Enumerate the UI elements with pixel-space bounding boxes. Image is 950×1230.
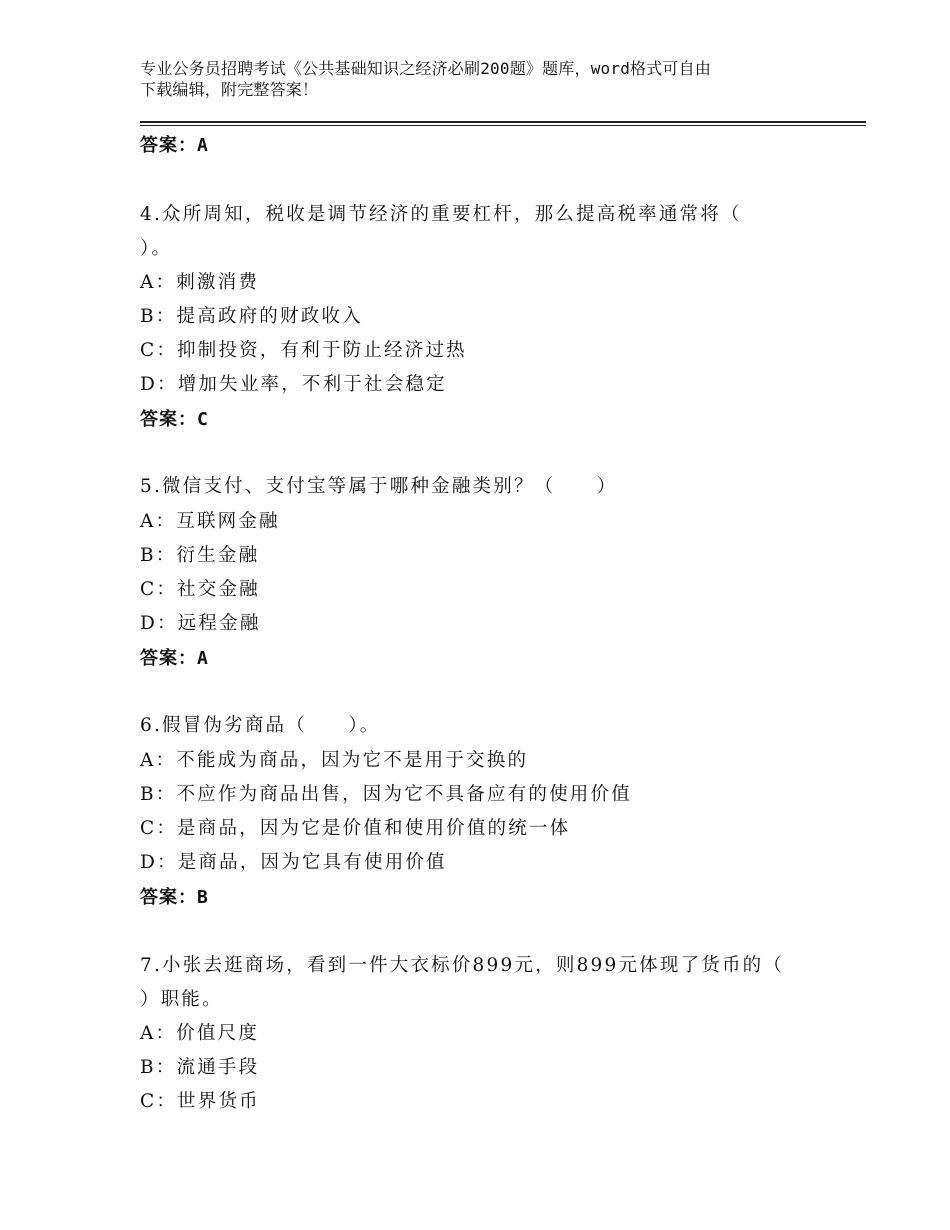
question-4-stem-cont: ）。 xyxy=(140,238,173,259)
document-header: 专业公务员招聘考试《公共基础知识之经济必刷200题》题库，word格式可自由 下载编辑，附完整答案！ xyxy=(140,59,712,99)
question-4-option-d: D：增加失业率，不利于社会稳定 xyxy=(140,374,447,395)
question-6-option-d: D：是商品，因为它具有使用价值 xyxy=(140,852,447,873)
question-6-option-c: C：是商品，因为它是价值和使用价值的统一体 xyxy=(140,818,571,839)
question-7-option-a: A：价值尺度 xyxy=(140,1023,260,1044)
question-6-answer: 答案：B xyxy=(140,887,209,908)
header-rule-thick xyxy=(140,121,866,123)
question-5-option-b: B：衍生金融 xyxy=(140,545,260,566)
question-5-stem: 5.微信支付、支付宝等属于哪种金融类别？（ ） xyxy=(140,476,618,497)
question-4-answer: 答案：C xyxy=(140,409,209,430)
question-4-option-b: B：提高政府的财政收入 xyxy=(140,306,363,327)
question-5-answer: 答案：A xyxy=(140,648,209,669)
question-7-option-b: B：流通手段 xyxy=(140,1057,260,1078)
question-4-option-c: C：抑制投资，有利于防止经济过热 xyxy=(140,340,467,361)
question-4-option-a: A：刺激消费 xyxy=(140,272,260,293)
question-4-stem: 4.众所周知，税收是调节经济的重要杠杆，那么提高税率通常将（ xyxy=(140,204,742,225)
question-7-option-c: C：世界货币 xyxy=(140,1091,260,1112)
question-6-option-b: B：不应作为商品出售，因为它不具备应有的使用价值 xyxy=(140,784,632,805)
question-7-stem: 7.小张去逛商场，看到一件大衣标价899元，则899元体现了货币的（ xyxy=(140,955,785,976)
question-7-stem-cont: ）职能。 xyxy=(140,989,223,1010)
question-6-option-a: A：不能成为商品，因为它不是用于交换的 xyxy=(140,750,529,771)
question-5-option-d: D：远程金融 xyxy=(140,613,261,634)
answer-prev: 答案：A xyxy=(140,135,209,156)
question-5-option-a: A：互联网金融 xyxy=(140,511,280,532)
question-6-stem: 6.假冒伪劣商品（ ）。 xyxy=(140,715,381,736)
question-5-option-c: C：社交金融 xyxy=(140,579,260,600)
header-rule-thin xyxy=(140,125,866,126)
